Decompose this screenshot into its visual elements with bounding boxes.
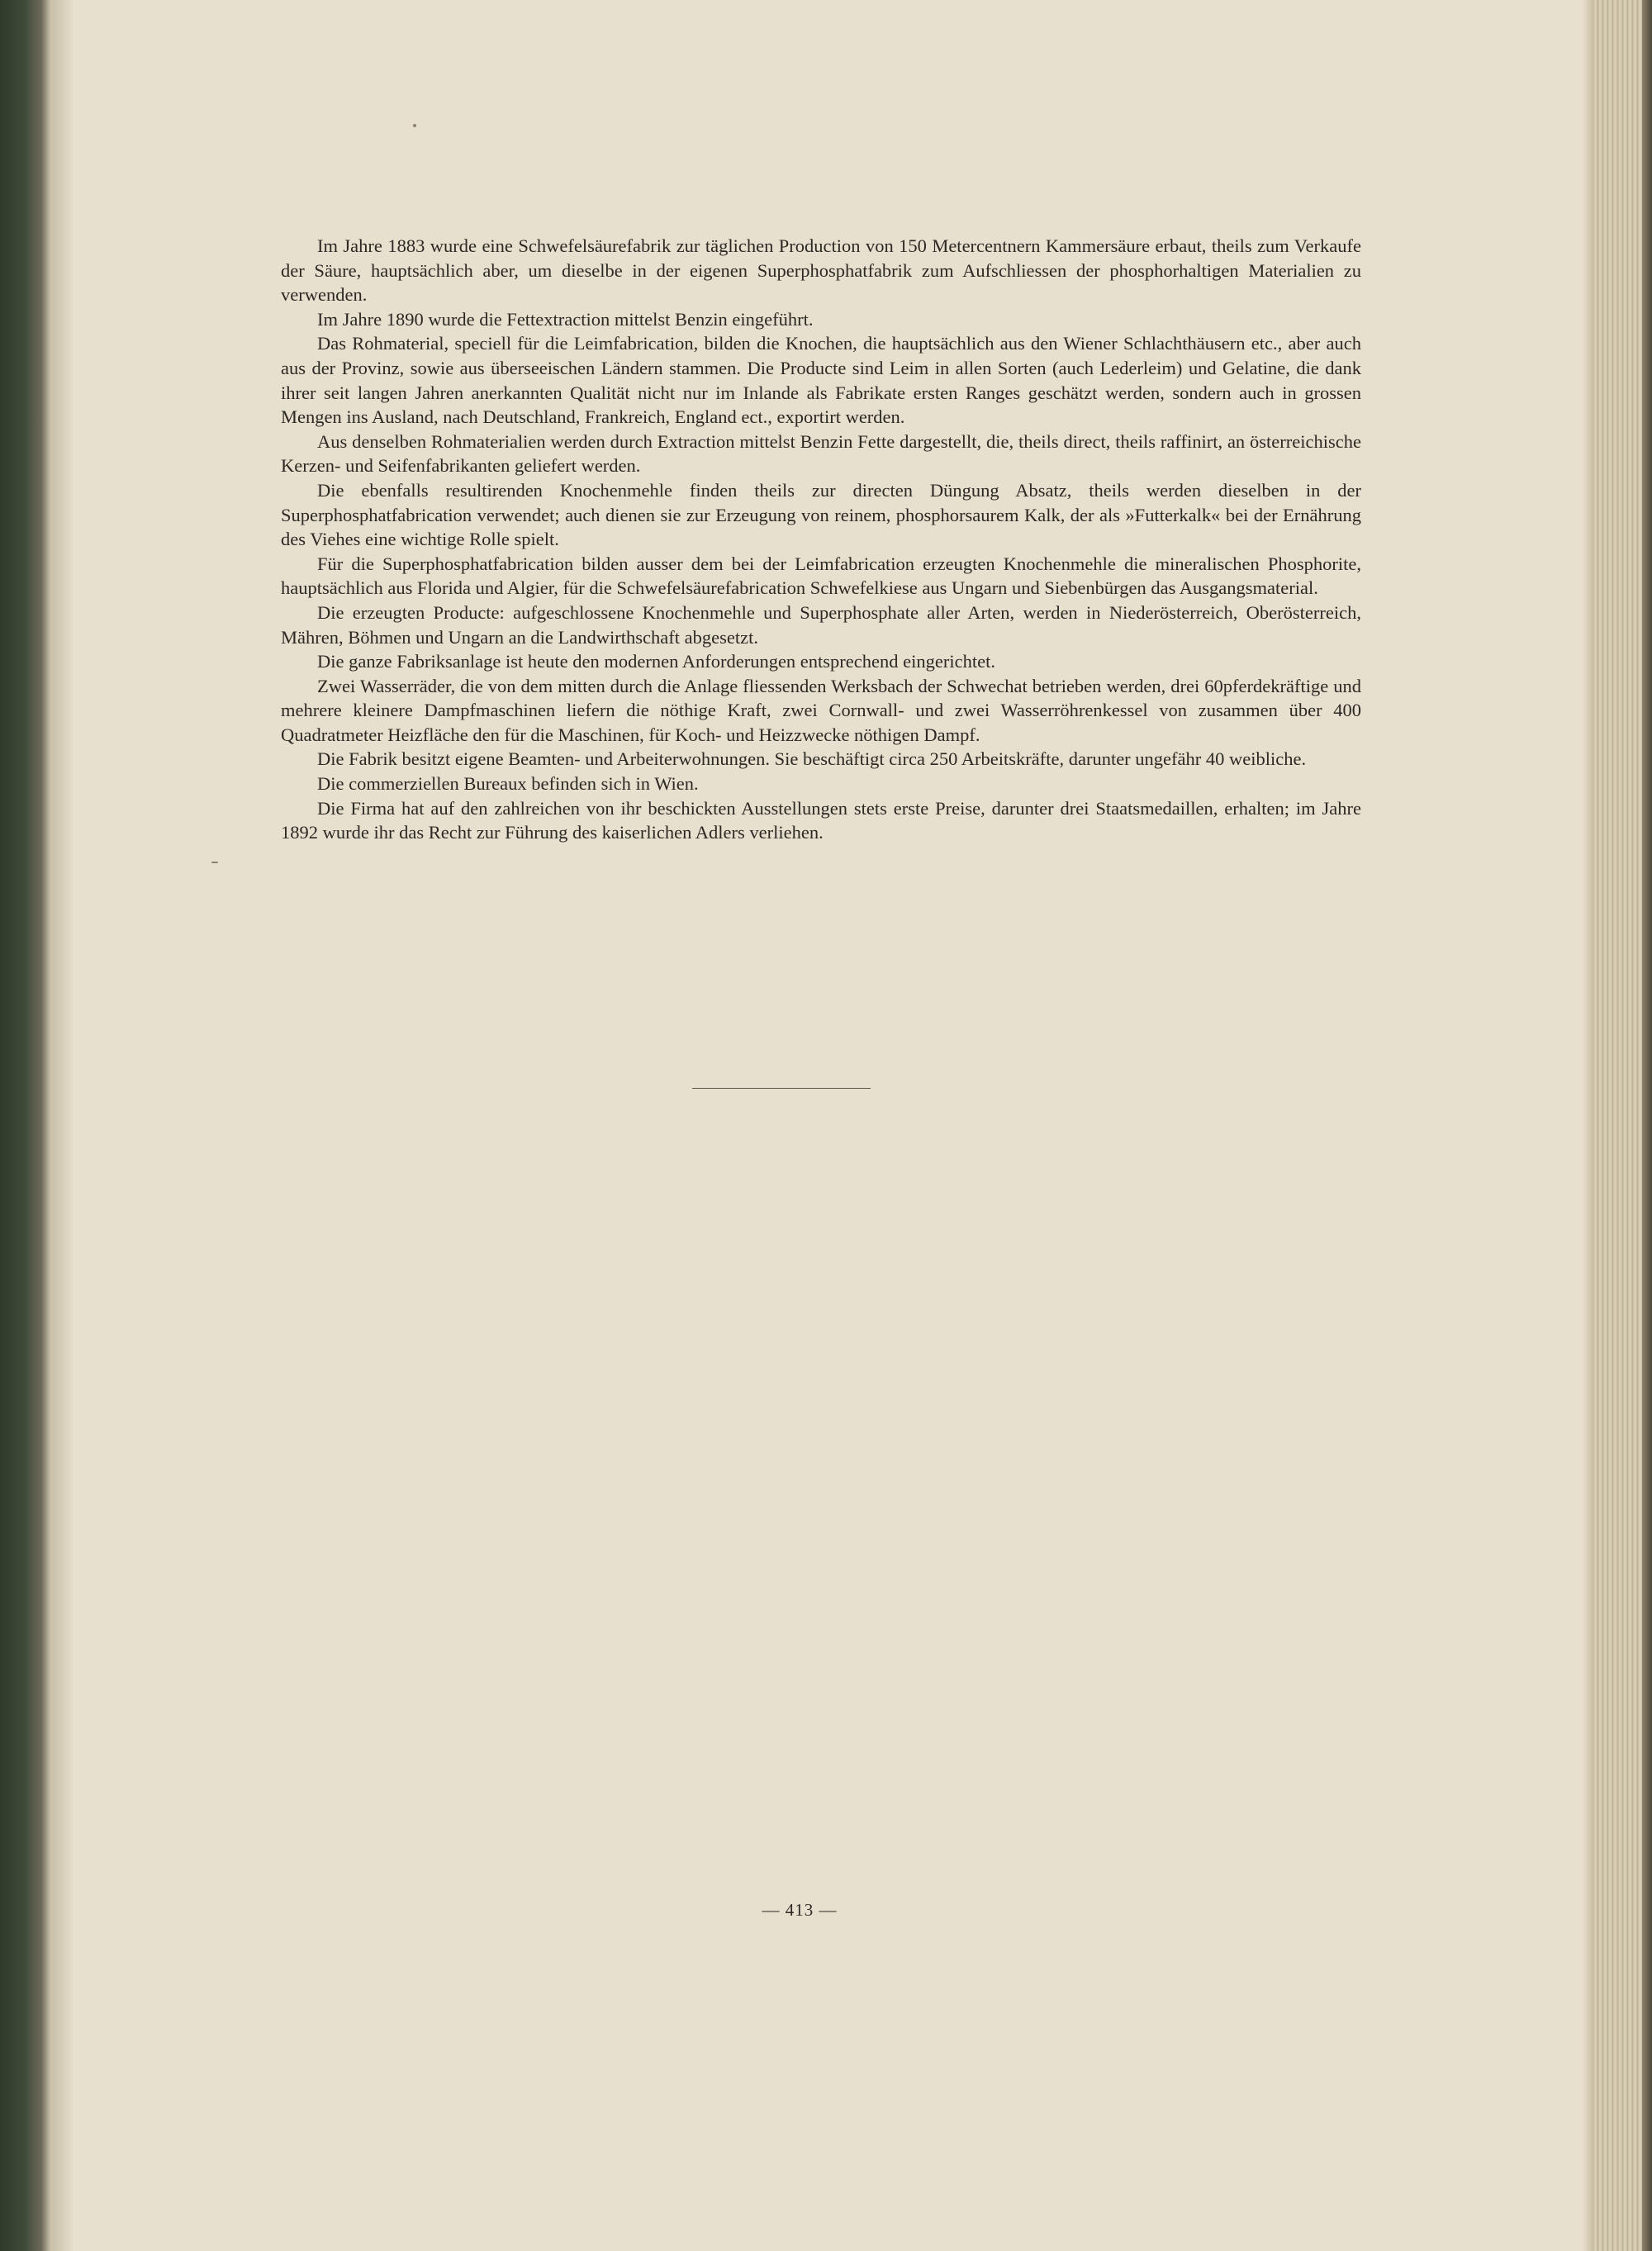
paragraph: Zwei Wasserräder, die von dem mitten durch die Anlage fliessenden Werksbach der Schwechat betrieben werden, drei 60pferdekräftige und mehrere kleinere Dampfmaschinen liefern die nöthige Kraft, zwei Cornwall- und zwei Wasserröhrenkessel von zusammen über 400 Quadratmeter Heizfläche den für die Maschinen, für Koch- und Heizzwecke nöthigen Dampf. [281,675,1361,745]
section-divider [692,1088,871,1089]
page-area [73,0,1594,2251]
page-number: — 413 — [762,1900,838,1920]
paragraph: Die Fabrik besitzt eigene Beamten- und Arbeiterwohnungen. Sie beschäftigt circa 250 Arbeitskräfte, darunter ungefähr 40 weibliche. [317,748,1307,770]
book-cover-edge [1642,0,1652,2251]
paragraph: Für die Superphosphatfabrication bilden ausser dem bei der Leimfabrication erzeugten Knochenmehle die mineralischen Phosphorite, hauptsächlich aus Florida und Algier, für die Schwefelsäurefabrication Schwefelkiese aus Ungarn und Siebenbürgen das Ausgangsmaterial. [281,553,1361,599]
body-text [281,234,1361,845]
book-binding [0,0,51,2251]
paragraph: Das Rohmaterial, speciell für die Leimfabrication, bilden die Knochen, die hauptsächlich aus den Wiener Schlachthäusern etc., aber auch aus der Provinz, sowie aus überseeischen Ländern stammen. Die Producte sind Leim in allen Sorten (auch Lederleim) und Gelatine, die dank ihrer seit langen Jahren anerkannten Qualität nicht nur im Inlande als Fabrikate ersten Ranges geschätzt werden, sondern auch in grossen Mengen ins Ausland, nach Deutschland, Frankreich, England ect., exportirt werden. [281,333,1361,428]
paragraph: Die ganze Fabriksanlage ist heute den modernen Anforderungen entsprechend eingerichtet. [317,651,995,672]
paragraph: Im Jahre 1883 wurde eine Schwefelsäurefabrik zur täglichen Production von 150 Metercentnern Kammersäure erbaut, theils zum Verkaufe der Säure, hauptsächlich aber, um dieselbe in der eigenen Superphosphatfabrik zum Aufschliessen der phosphorhaltigen Materialien zu verwenden. [281,235,1361,306]
paragraph: Die erzeugten Producte: aufgeschlossene Knochenmehle und Superphosphate aller Arten, werden in Niederösterreich, Oberösterreich, Mähren, Böhmen und Ungarn an die Landwirthschaft abgesetzt. [281,601,1361,648]
paragraph: Die ebenfalls resultirenden Knochenmehle finden theils zur directen Düngung Absatz, theils werden dieselben in der Superphosphatfabrication verwendet; auch dienen sie zur Erzeugung von reinem, phosphorsaurem Kalk, der als »Futterkalk« bei der Ernährung des Viehes eine wichtige Rolle spielt. [281,479,1361,550]
paragraph: Aus denselben Rohmaterialien werden durch Extraction mittelst Benzin Fette dargestellt, die, theils direct, theils raffinirt, an österreichische Kerzen- und Seifenfabrikanten geliefert werden. [281,430,1361,477]
paragraph: Die commerziellen Bureaux befinden sich in Wien. [317,773,699,795]
paper-speck [413,124,416,127]
paragraph: Die Firma hat auf den zahlreichen von ihr beschickten Ausstellungen stets erste Preise, darunter drei Staatsmedaillen, erhalten; im Jahre 1892 wurde ihr das Recht zur Führung des kaiserlichen Adlers verliehen. [281,797,1361,843]
paper-speck [211,862,218,863]
binding-gutter [51,0,73,2251]
paragraph: Im Jahre 1890 wurde die Fettextraction mittelst Benzin eingeführt. [317,308,814,330]
